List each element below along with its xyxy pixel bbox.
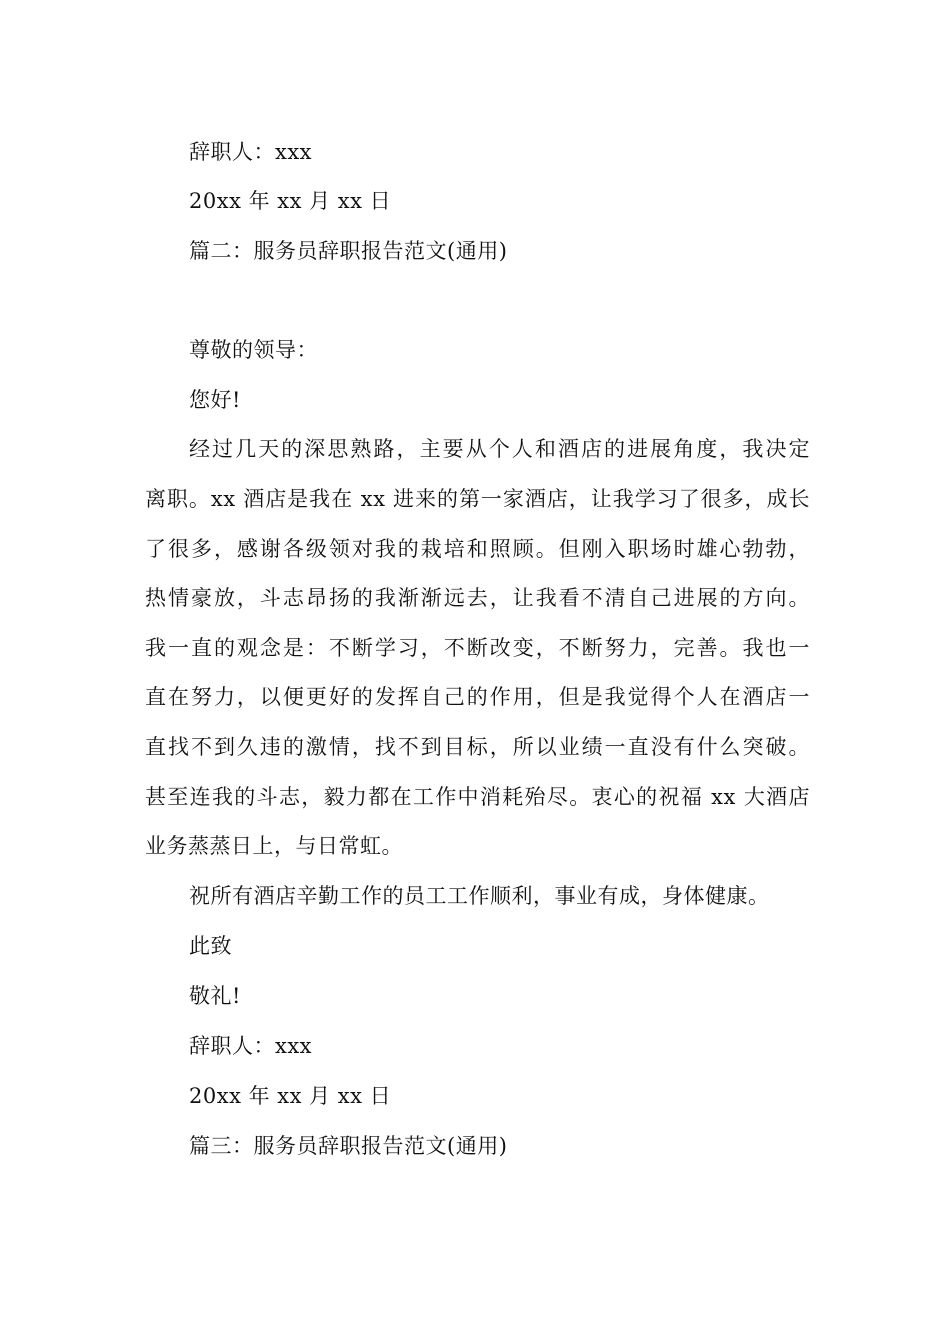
body-paragraph-line: 我一直的观念是：不断学习，不断改变，不断努力，完善。我也一 [145,636,810,660]
greeting: 您好! [189,388,241,412]
wish-paragraph: 祝所有酒店辛勤工作的员工工作顺利，事业有成，身体健康。 [189,884,770,908]
closing-line: 敬礼! [189,984,241,1008]
closing-line: 此致 [189,934,232,958]
body-paragraph-line: 业务蒸蒸日上，与日常虹。 [145,834,403,858]
body-paragraph-line: 热情豪放，斗志昂扬的我渐渐远去，让我看不清自己进展的方向。 [145,586,810,610]
date-line: 20xx 年 xx 月 xx 日 [189,1084,392,1108]
section-heading: 篇二：服务员辞职报告范文(通用) [189,239,508,263]
signer-line: 辞职人：xxx [189,1034,313,1058]
salutation: 尊敬的领导： [189,338,318,362]
body-paragraph-line: 离职。xx 酒店是我在 xx 进来的第一家酒店，让我学习了很多，成长 [145,487,810,511]
date-line: 20xx 年 xx 月 xx 日 [189,189,392,213]
section-heading: 篇三：服务员辞职报告范文(通用) [189,1134,508,1158]
signer-line: 辞职人：xxx [189,140,313,164]
body-paragraph-line: 直找不到久违的激情，找不到目标，所以业绩一直没有什么突破。 [145,735,810,759]
body-paragraph-line: 了很多，感谢各级领对我的栽培和照顾。但刚入职场时雄心勃勃， [145,537,810,561]
body-paragraph-line: 直在努力，以便更好的发挥自己的作用，但是我觉得个人在酒店一 [145,685,810,709]
body-paragraph-line: 甚至连我的斗志，毅力都在工作中消耗殆尽。衷心的祝福 xx 大酒店 [145,785,810,809]
body-paragraph-line: 经过几天的深思熟路，主要从个人和酒店的进展角度，我决定 [189,437,810,461]
